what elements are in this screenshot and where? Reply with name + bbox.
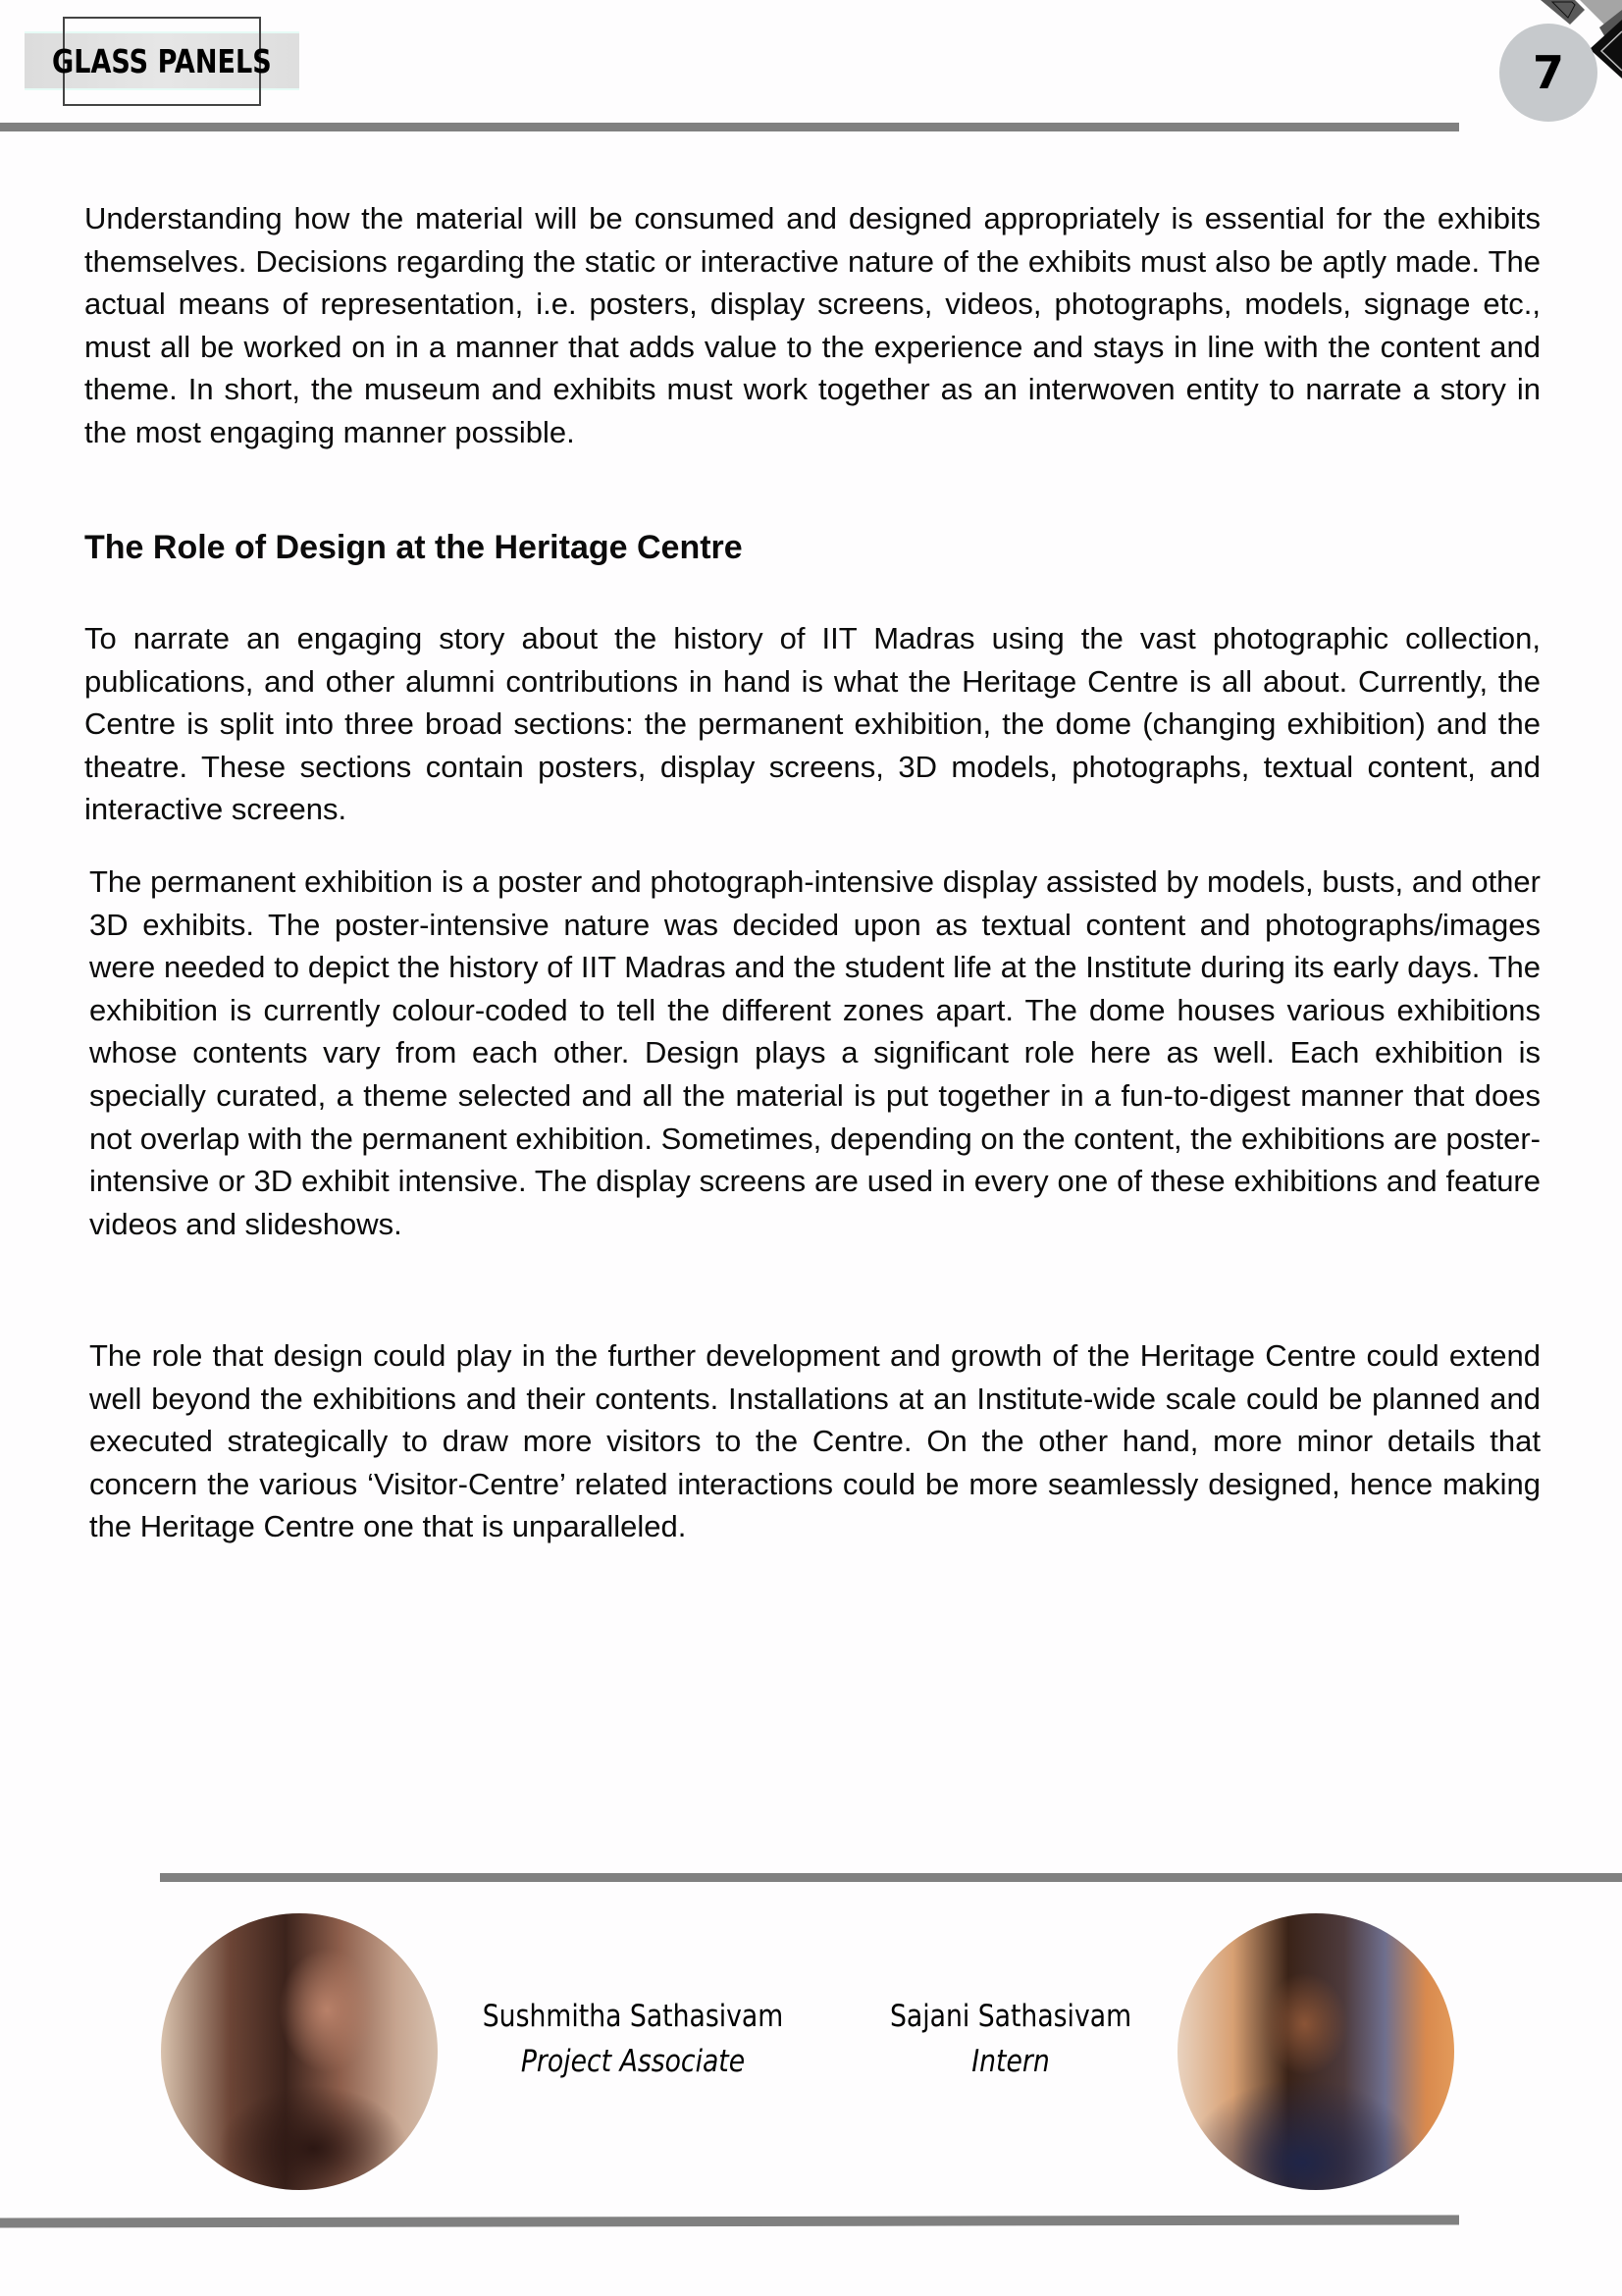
team-member-card <box>854 1994 1168 2084</box>
body-paragraph-3-block <box>89 1334 1541 1548</box>
body-paragraph: The permanent exhibition is a poster and photograph-intensive display assisted by models, busts, and other 3D exhibits. The poster-intensive nature was decided upon as textual content and photographs/images were needed to depict the history of IIT Madras and the student life at the Institute during its early days. The exhibition is currently colour-coded to tell the different zones apart. The dome houses various exhibitions whose contents vary from each other. Design plays a significant role here as well. Each exhibition is specially curated, a theme selected and all the material is put together in a fun-to-digest manner that does not overlap with the permanent exhibition. Sometimes, depending on the content, the exhibitions are poster-intensive or 3D exhibit intensive. The display screens are used in every one of these exhibitions and feature videos and slideshows. <box>89 864 1541 1241</box>
team-member-card <box>451 1994 814 2084</box>
avatar-sushmitha <box>161 1913 438 2190</box>
team-divider-top <box>160 1873 1622 1882</box>
intro-paragraph: Understanding how the material will be consumed and designed appropriately is essential for the exhibits themselves. Decisions regarding the static or interactive nature of the exhibits must also be aptly made. The actual means of representation, i.e. posters, display screens, videos, photographs, models, signage etc., must all be worked on in a manner that adds value to the experience and stays in line with the content and theme. In short, the museum and exhibits must work together as an interwoven entity to narrate a story in the most engaging manner possible. <box>84 201 1541 449</box>
member-name: Sushmitha Sathasivam <box>482 1999 784 2034</box>
body-paragraph: To narrate an engaging story about the history of IIT Madras using the vast photographic collection, publications, and other alumni contributions in hand is what the Heritage Centre is all about. Currently, the Centre is split into three broad sections: the permanent exhibition, the dome (changing exhibition) and the theatre. These sections contain posters, display screens, 3D models, photographs, textual content, and interactive screens. <box>84 621 1541 827</box>
body-paragraph-1-block <box>84 617 1541 831</box>
footer-divider <box>0 2215 1459 2227</box>
body-paragraph: The role that design could play in the further development and growth of the Heritage Centre could extend well beyond the exhibitions and their contents. Installations at an Institute-wide scale could be planned and executed strategically to draw more visitors to the Centre. On the other hand, more minor details that concern the various ‘Visitor-Centre’ related interactions could be more seamlessly designed, hence making the Heritage Centre one that is unparalleled. <box>89 1338 1541 1544</box>
section-heading-block <box>84 526 1541 569</box>
header-divider <box>0 123 1459 131</box>
page-number-badge: 7 <box>1499 24 1597 122</box>
member-role: Project Associate <box>520 2044 746 2079</box>
body-paragraph-2-block <box>89 861 1541 1245</box>
intro-section <box>84 197 1541 454</box>
section-heading: The Role of Design at the Heritage Centre <box>84 529 743 566</box>
avatar-sajani <box>1177 1913 1454 2190</box>
member-name: Sajani Sathasivam <box>889 1999 1132 2034</box>
member-role: Intern <box>971 2044 1050 2079</box>
brand-title: GLASS PANELS <box>52 42 272 80</box>
